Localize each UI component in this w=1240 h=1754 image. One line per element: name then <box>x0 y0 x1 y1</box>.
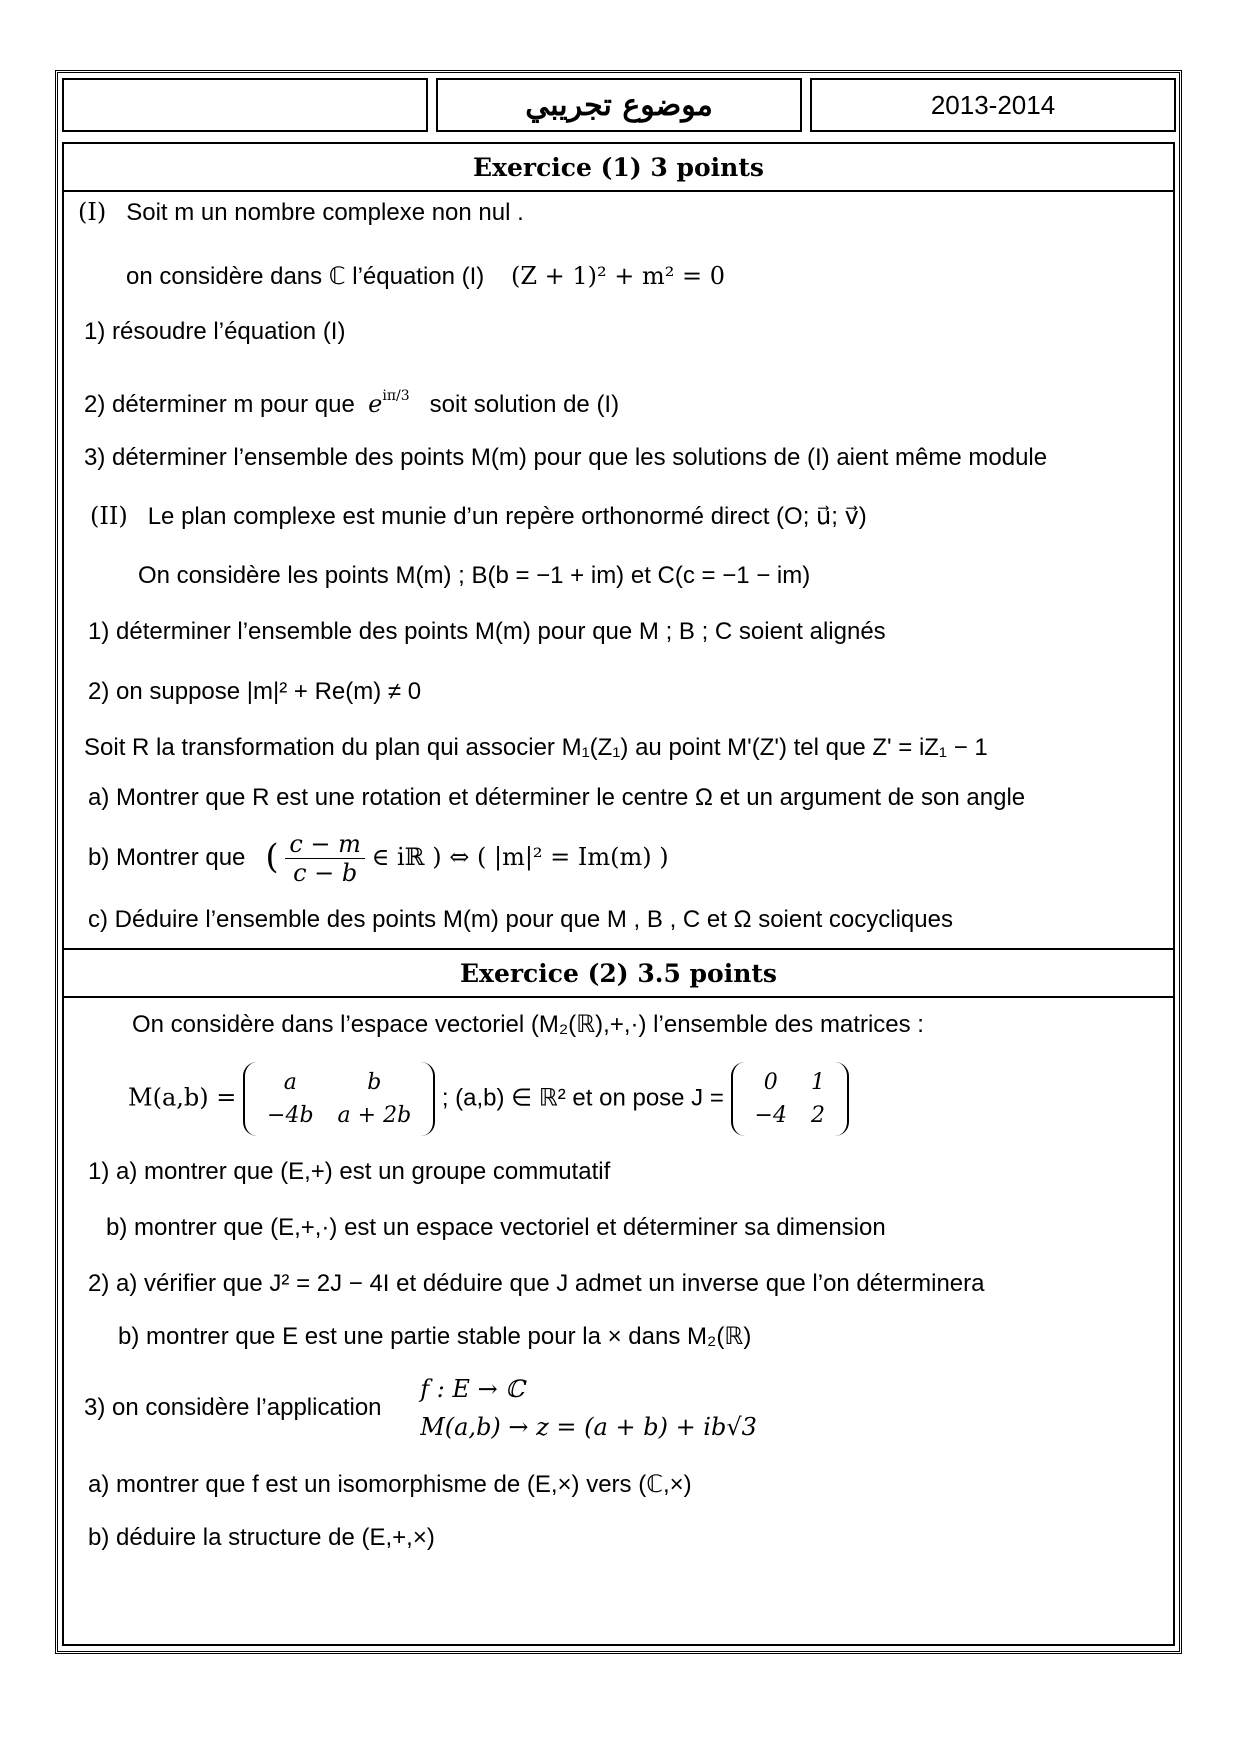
M-entry: b <box>367 1070 382 1095</box>
ex1-transform: Soit R la transformation du plan qui associer M₁(Z₁) au point M'(Z') tel que Z' = iZ₁ − 1 <box>84 734 988 761</box>
exercise-1-title: Exercice (1) 3 points <box>62 142 1175 192</box>
f-definition <box>420 1370 757 1446</box>
pb-numerator: c − m <box>285 830 365 859</box>
ex2-q1b: b) montrer que (E,+,·) est un espace vectoriel et déterminer sa dimension <box>106 1214 886 1241</box>
equation: (Z + 1)² + m² = 0 <box>510 262 726 290</box>
M-entry: a <box>283 1070 297 1095</box>
ex1-part-I <box>78 198 524 227</box>
header-title: موضوع تجريبي <box>525 87 713 123</box>
q2-text-a: 2) déterminer m pour que <box>84 391 355 418</box>
M-matrix <box>243 1062 435 1136</box>
ex2-q2b: b) montrer que E est une partie stable pour la × dans M₂(ℝ) <box>118 1323 752 1350</box>
J-entry: 1 <box>810 1070 825 1095</box>
M-entry: −4b <box>267 1103 314 1128</box>
q2-exp-base: e <box>368 390 383 418</box>
ex1-q1: 1) résoudre l’équation (I) <box>84 318 346 345</box>
ex2-matrix-line <box>128 1062 849 1136</box>
f-line-1: f : E → ℂ <box>420 1375 525 1403</box>
ex1-pa: a) Montrer que R est une rotation et déterminer le centre Ω et un argument de son angle <box>88 784 1026 811</box>
exercise-2-title: Exercice (2) 3.5 points <box>62 948 1175 998</box>
J-entry: 0 <box>763 1070 778 1095</box>
ex1-equation-line <box>126 262 725 291</box>
f-line-2: M(a,b) → z = (a + b) + ib√3 <box>420 1413 757 1441</box>
pb-denominator: c − b <box>293 859 358 887</box>
plane-text: Le plan complexe est munie d’un repère orthonormé direct (O; u⃗; v⃗) <box>147 503 867 530</box>
M-condition: ; (a,b) ∈ ℝ² et on pose J = <box>441 1084 724 1112</box>
ex2-q3 <box>84 1370 757 1446</box>
ex1-intro: Soit m un nombre complexe non nul . <box>126 199 524 226</box>
ex1-p2: 2) on suppose |m|² + Re(m) ≠ 0 <box>88 678 422 705</box>
J-entry: −4 <box>754 1103 787 1128</box>
ex2-intro: On considère dans l’espace vectoriel (M₂(ℝ),+,·) l’ensemble des matrices : <box>132 1011 924 1038</box>
J-entry: 2 <box>810 1103 825 1128</box>
part-I-label: (I) <box>78 198 107 226</box>
pb-equivalence: ∈ iℝ ) ⇔ ( |m|² = Im(m) ) <box>371 842 669 871</box>
ex1-q2 <box>84 388 619 419</box>
ex1-q3: 3) déterminer l’ensemble des points M(m) pour que les solutions de (I) aient même module <box>84 444 1048 471</box>
pb-fraction <box>285 830 365 887</box>
M-entry: a + 2b <box>337 1103 412 1128</box>
part-II-label: (II) <box>90 502 128 530</box>
header-left-box <box>62 78 428 132</box>
ex1-pb: b) Montrer que ( $\frac{c - m}{c - b}$ ∈ iℝ ) ⇔ ( |m|² = Im(m) ) <box>88 830 669 887</box>
header-title-box <box>436 78 802 132</box>
ex2-q1a: 1) a) montrer que (E,+) est un groupe commutatif <box>88 1158 611 1185</box>
ex1-p1: 1) déterminer l’ensemble des points M(m) pour que M ; B ; C soient alignés <box>88 618 886 645</box>
q3-text: 3) on considère l’application <box>84 1394 382 1421</box>
q2-exp-sup: iπ/3 <box>382 388 410 404</box>
ex1-points: On considère les points M(m) ; B(b = −1 + im) et C(c = −1 − im) <box>138 562 811 589</box>
pb-text: b) Montrer que <box>88 843 246 871</box>
q2-text-b: soit solution de (I) <box>429 391 620 418</box>
ex1-part-II <box>90 502 867 531</box>
header-year-box <box>810 78 1176 132</box>
ex2-q2a: 2) a) vérifier que J² = 2J − 4I et déduire que J admet un inverse que l’on déterminera <box>88 1270 985 1297</box>
ex2-qb: b) déduire la structure de (E,+,×) <box>88 1524 435 1551</box>
ex1-pc: c) Déduire l’ensemble des points M(m) pour que M , B , C et Ω soient cocycliques <box>88 906 953 933</box>
ex2-qa: a) montrer que f est un isomorphisme de (E,×) vers (ℂ,×) <box>88 1471 692 1498</box>
equation-intro: on considère dans ℂ l’équation (I) <box>126 263 485 290</box>
M-label: M(a,b) = <box>128 1083 237 1112</box>
J-matrix <box>731 1062 849 1136</box>
header-year: 2013-2014 <box>930 89 1056 120</box>
